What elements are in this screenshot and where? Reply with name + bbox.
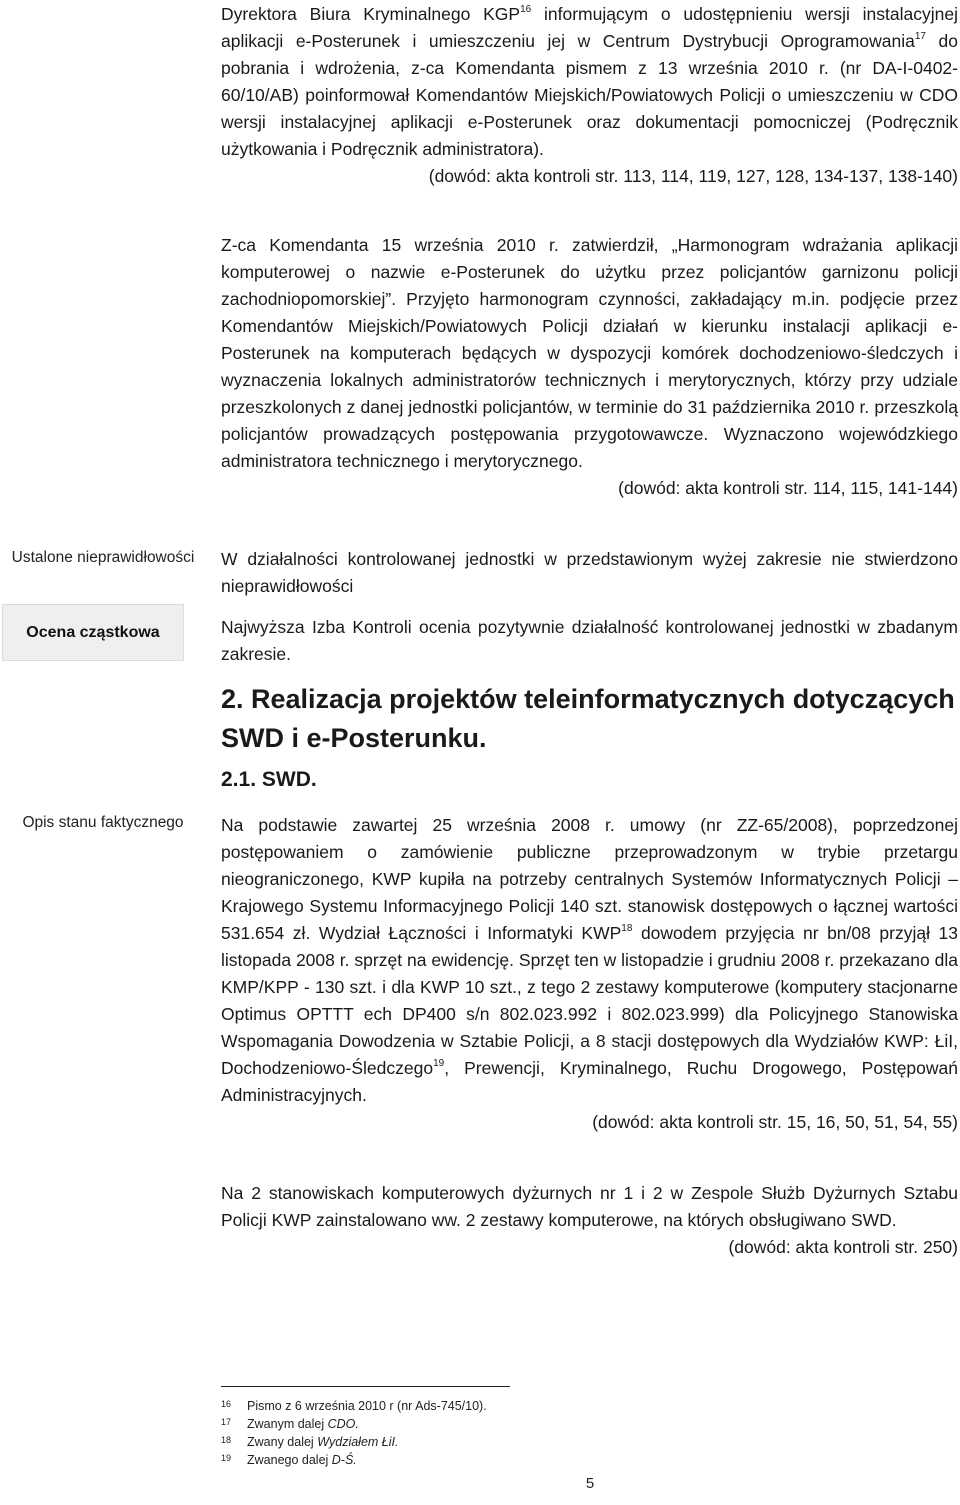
ocena-text: Najwyższa Izba Kontroli ocenia pozytywnie działalność kontrolowanej jednostki w zbadanym zakresie. xyxy=(221,617,958,664)
subsection-heading-2-1: 2.1. SWD. xyxy=(221,768,317,791)
para1-evidence: (dowód: akta kontroli str. 113, 114, 119, 127, 128, 134-137, 138-140) xyxy=(428,166,958,186)
para3-text-c: , Prewencji, Kryminalnego, Ruchu Drogowego, Postępowań Administracyjnych. xyxy=(221,1058,958,1105)
footnote-ref-18: 18 xyxy=(621,923,633,935)
paragraph-2 xyxy=(221,232,958,502)
para1-text-b: informującym o udostępnieniu wersji instalacyjnej aplikacji e-Posterunek i umieszczeniu jej w Centrum Dystrybucji Oprogramowania xyxy=(221,4,958,51)
para3-evidence: (dowód: akta kontroli str. 15, 16, 50, 51, 54, 55) xyxy=(592,1112,958,1132)
para4-text: Na 2 stanowiskach komputerowych dyżurnych nr 1 i 2 w Zespole Służb Dyżurnych Sztabu Policji KWP zainstalowano ww. 2 zestawy komputerowe, na których obsługiwano SWD. xyxy=(221,1183,958,1230)
sidebar-label-ocena: Ocena cząstkowa xyxy=(2,604,184,661)
paragraph-4 xyxy=(221,1180,958,1261)
section-heading-2: 2. Realizacja projektów teleinformatycznych dotyczących SWD i e-Posterunku. xyxy=(221,684,955,753)
para3-text-b: dowodem przyjęcia nr bn/08 przyjął 13 listopada 2008 r. sprzęt na ewidencję. Sprzęt ten w listopadzie i grudniu 2008 r. przekazano dla KMP/KPP - 130 szt. i dla KWP 10 szt., z tego 2 zestawy komputerowe (komputery stacjonarne Optimus OPTTT ech DP400 s/n 802.023.992 i 802.023.999) dla Policyjnego Stanowiska Wspomagania Dowodzenia w Sztabie Policji, a 8 stacji dostępowych dla Wydziałów KWP: ŁiI, Dochodzeniowo-Śledczego xyxy=(221,923,958,1078)
footnote-17: 17 Zwanym dalej CDO. xyxy=(221,1417,359,1431)
page-number: 5 xyxy=(585,1475,595,1492)
footnote-16: 16 Pismo z 6 września 2010 r (nr Ads-745/10). xyxy=(221,1399,487,1413)
para1-text-a: Dyrektora Biura Kryminalnego KGP xyxy=(221,4,521,24)
paragraph-3 xyxy=(221,812,958,1136)
para1-text-c: do pobrania i wdrożenia, z-ca Komendanta pismem z 13 września 2010 r. (nr DA-I-0402-60/10/AB) poinformował Komendantów Miejskich/Powiatowych Policji o umieszczeniu w CDO wersji instalacyjnej aplikacji e-Posterunek oraz dokumentacji pomocniczej (Podręcznik użytkowania i Podręcznik administratora). xyxy=(221,31,959,159)
paragraph-1 xyxy=(221,1,958,190)
para3-text-a: Na podstawie zawartej 25 września 2008 r. umowy (nr ZZ-65/2008), poprzedzonej postępowaniem o zamówienie publiczne przeprowadzonym w trybie przetargu nieograniczonego, KWP kupiła na potrzeby centralnych Systemów Informatycznych Policji – Krajowego Systemu Informacyjnego Policji 140 szt. stanowisk dostępowych o łącznej wartości 531.654 zł. Wydział Łączności i Informatyki KWP xyxy=(221,815,958,943)
para4-evidence: (dowód: akta kontroli str. 250) xyxy=(728,1237,958,1257)
para2-evidence: (dowód: akta kontroli str. 114, 115, 141-144) xyxy=(618,478,958,498)
footnote-19: 19 Zwanego dalej D-Ś. xyxy=(221,1453,357,1467)
footnote-separator xyxy=(221,1386,510,1387)
sidebar-label-opis: Opis stanu faktycznego xyxy=(22,814,184,831)
footnote-ref-16: 16 xyxy=(520,4,532,16)
footnote-18: 18 Zwany dalej Wydziałem ŁiI. xyxy=(221,1435,399,1449)
sidebar-label-ustalone: Ustalone nieprawidłowości xyxy=(11,549,195,566)
footnote-ref-19: 19 xyxy=(433,1058,445,1070)
footnote-ref-17: 17 xyxy=(914,31,926,43)
ustalone-text: W działalności kontrolowanej jednostki w przedstawionym wyżej zakresie nie stwierdzono nieprawidłowości xyxy=(221,549,958,596)
para2-text: Z-ca Komendanta 15 września 2010 r. zatwierdził, „Harmonogram wdrażania aplikacji komputerowej o nazwie e-Posterunek do użytku przez policjantów garnizonu policji zachodniopomorskiej”. Przyjęto harmonogram czynności, zakładający m.in. podjęcie przez Komendantów Miejskich/Powiatowych Policji działań w kierunku instalacji aplikacji e-Posterunek na komputerach będących w dyspozycji komórek dochodzeniowo-śledczych i wyznaczenia lokalnych administratorów technicznych i merytorycznych, którzy przy udziale przeszkolonych z danej jednostki policjantów, w terminie do 31 października 2010 r. przeszkolą policjantów prowadzących postępowania przygotowawcze. Wyznaczono wojewódzkiego administratora technicznego i merytorycznego. xyxy=(221,235,958,471)
